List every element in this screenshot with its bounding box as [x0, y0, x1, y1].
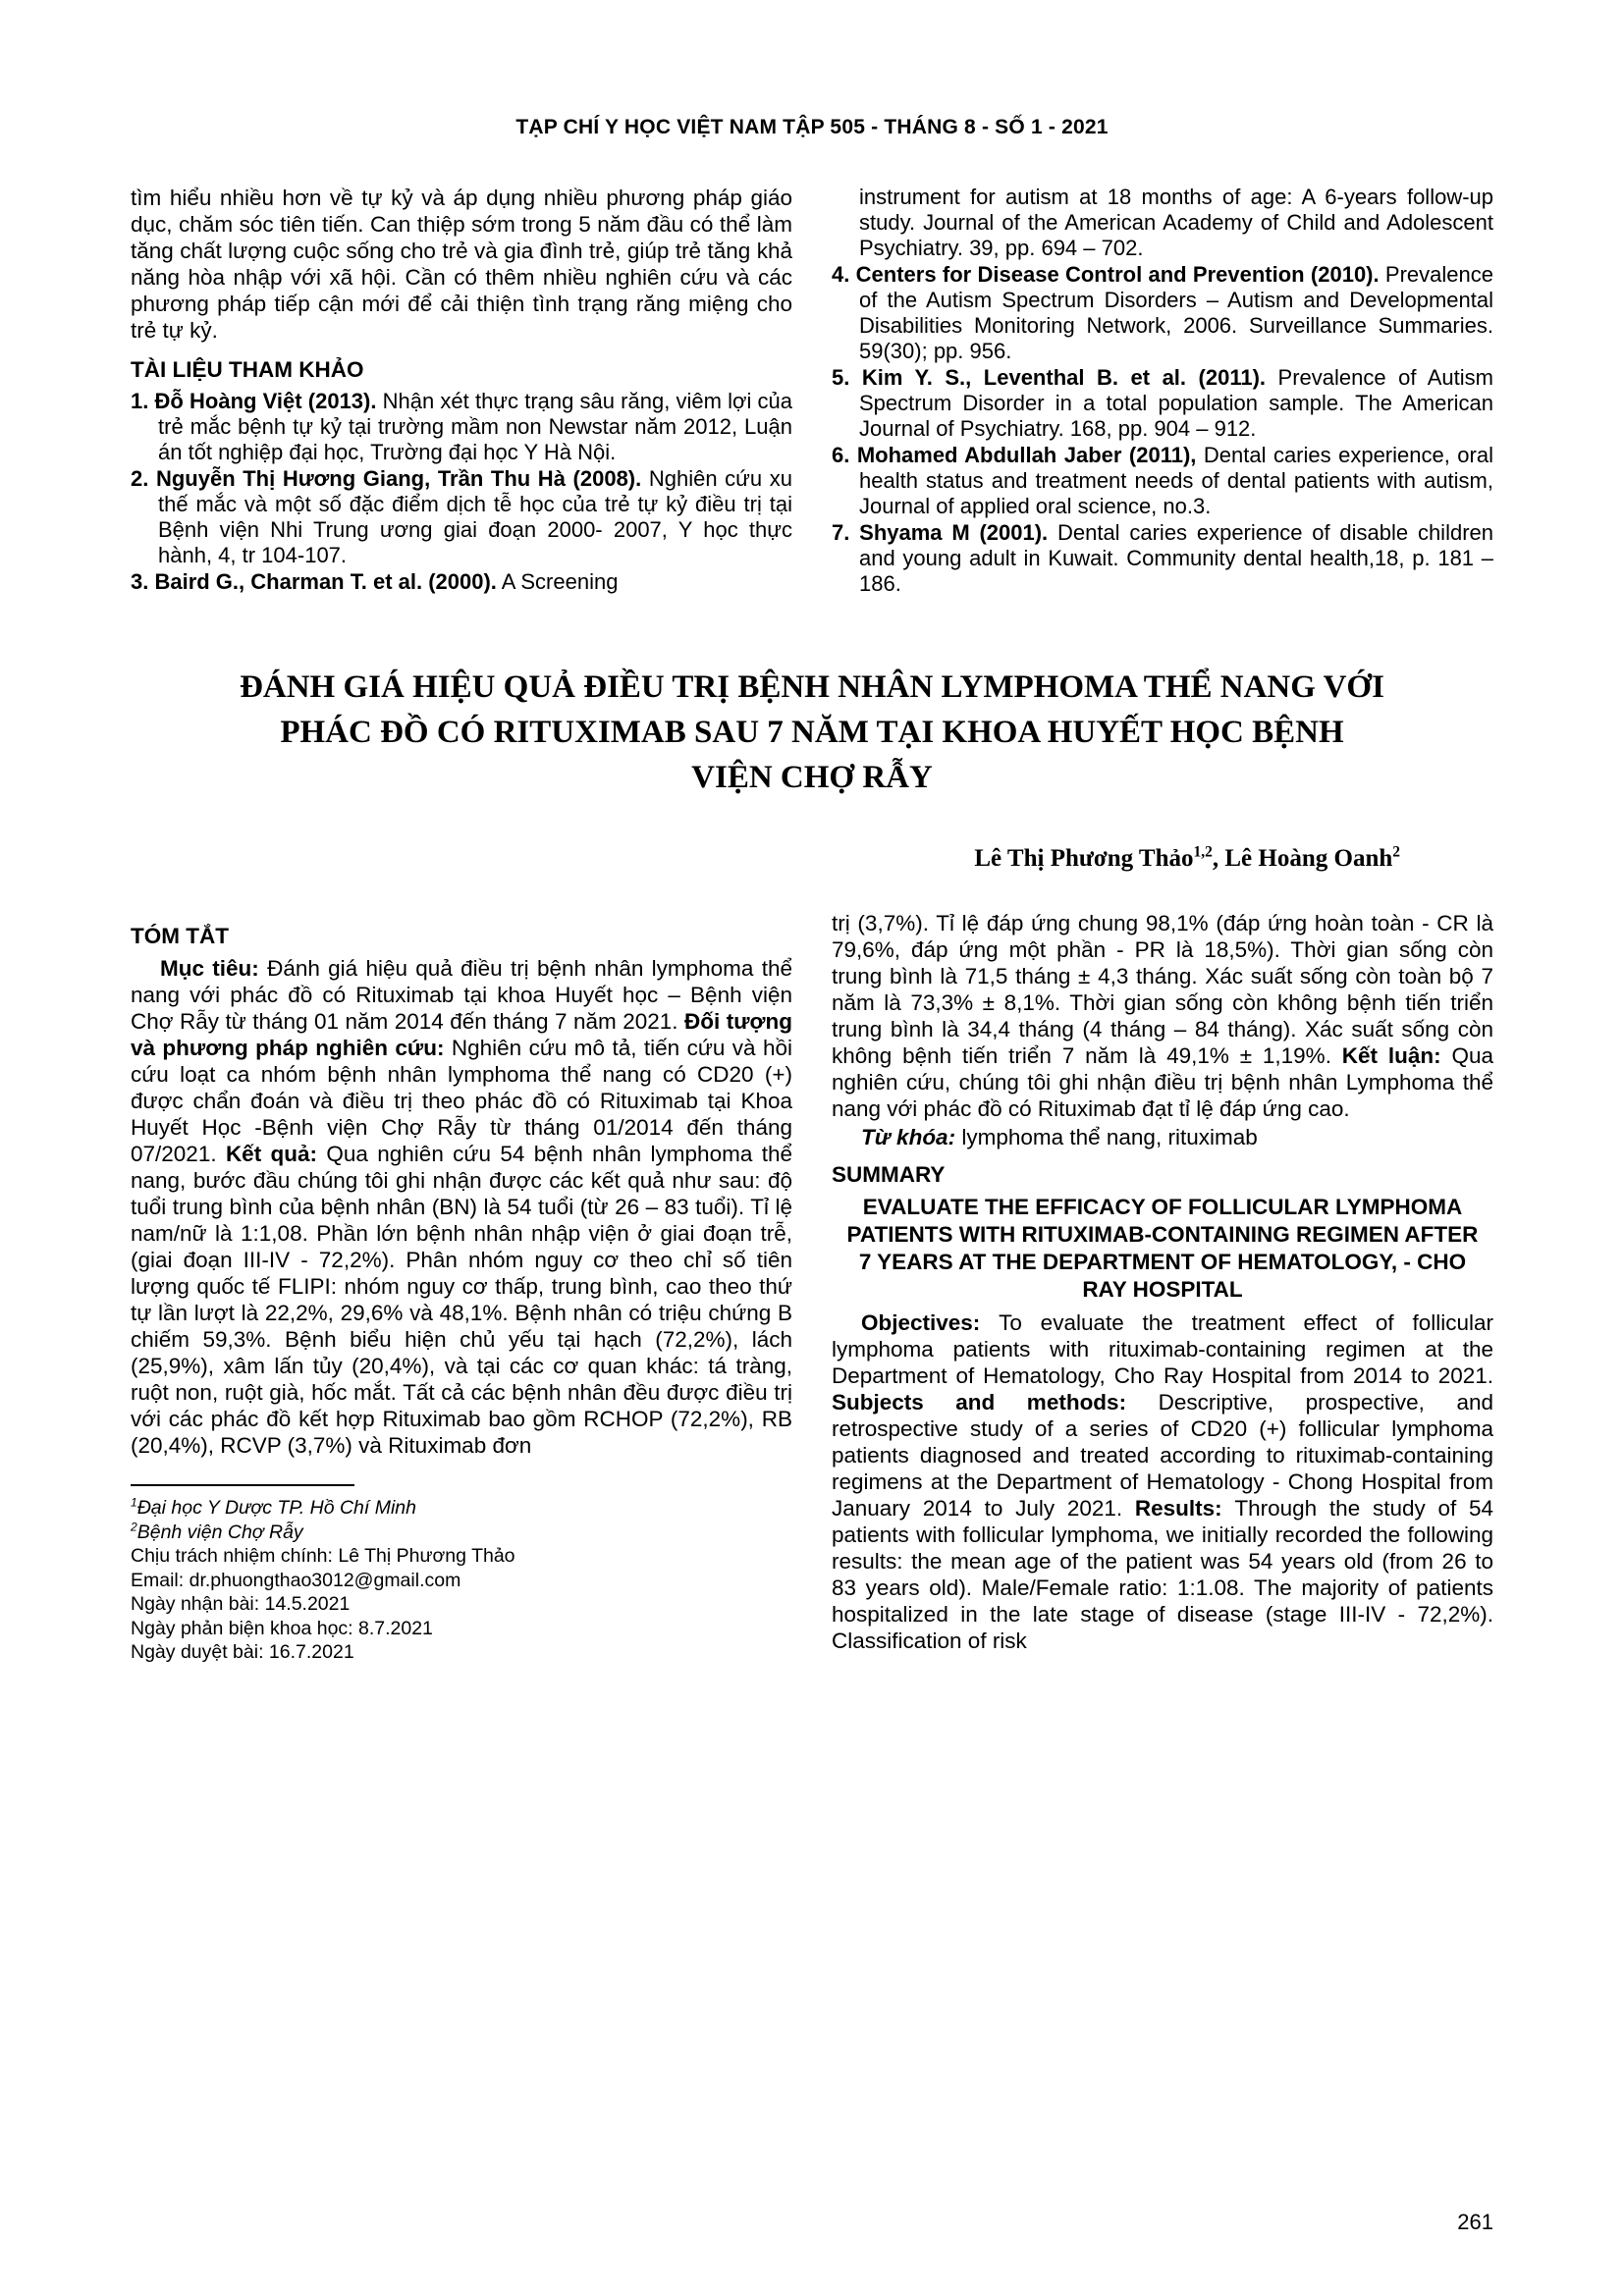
reference-item-3: 3. Baird G., Charman T. et al. (2000). A Screening	[131, 569, 619, 594]
reference-item-5: 5. Kim Y. S., Leventhal B. et al. (2011). Prevalence of Autism Spectrum Disorder in a total population sample. The American Journal of Psychiatry. 168, pp. 904 – 912.	[832, 365, 1493, 441]
reference-item-6: 6. Mohamed Abdullah Jaber (2011), Dental caries experience, oral health status and treatment needs of dental patients with autism, Journal of applied oral science, no.3.	[832, 443, 1493, 518]
journal-header-title: TẠP CHÍ Y HỌC VIỆT NAM TẬP 505 - THÁNG 8 - SỐ 1 - 2021	[515, 116, 1109, 138]
references-right-column	[832, 185, 1493, 598]
journal-header	[131, 116, 1493, 139]
footnote-affiliation-1: $^1$Đại học Y Dược TP. Hồ Chí Minh	[131, 1495, 416, 1519]
article-authors: Lê Thị Phương Thảo$^{1,2}$, Lê Hoàng Oanh$^2$	[974, 843, 1400, 872]
abstract-right-column	[832, 910, 1493, 1679]
references-left-column	[131, 185, 792, 598]
summary-heading: SUMMARY	[832, 1162, 946, 1187]
abstract-heading: TÓM TẮT	[131, 924, 229, 948]
summary-text: Objectives: To evaluate the treatment effect of follicular lymphoma patients with rituximab-containing regimen at the Department of Hematology, Cho Ray Hospital from 2014 to 2021. Subjects and methods: Descriptive, prospective, and retrospective study of a series of CD20 (+) follicular lymphoma patients diagnosed and treated according to rituximab-containing regimens at the Department of Hematology - Chong Hospital from January 2014 to July 2021. Results: Through the study of 54 patients with follicular lymphoma, we initially recorded the following results: the mean age of the patient was 54 years old (from 26 to 83 years old). Male/Female ratio: 1:1.08. The majority of patients hospitalized in the late stage of disease (stage III-IV - 72,2%). Classification of risk	[832, 1310, 1493, 1653]
page-number: 261	[1457, 2210, 1493, 2234]
abstract-section	[131, 910, 1493, 1679]
reference-item-2: 2. Nguyễn Thị Hương Giang, Trần Thu Hà (2008). Nghiên cứu xu thế mắc và một số đặc điểm dịch tễ học của trẻ tự kỷ điều trị tại Bệnh viện Nhi Trung ương giai đoạn 2000- 2007, Y học thực hành, 4, tr 104-107.	[131, 466, 792, 567]
abstract-text-left: Mục tiêu: Đánh giá hiệu quả điều trị bệnh nhân lymphoma thể nang với phác đồ có Rituximab tại khoa Huyết học – Bệnh viện Chợ Rẫy từ tháng 01 năm 2014 đến tháng 7 năm 2021. Đối tượng và phương pháp nghiên cứu: Nghiên cứu mô tả, tiến cứu và hồi cứu loạt ca nhóm bệnh nhân lymphoma thể nang có CD20 (+) được chẩn đoán và điều trị theo phác đồ có Rituximab tại Khoa Huyết Học -Bệnh viện Chợ Rẫy từ tháng 01/2014 đến tháng 07/2021. Kết quả: Qua nghiên cứu 54 bệnh nhân lymphoma thể nang, bước đầu chúng tôi ghi nhận được các kết quả như sau: độ tuổi trung bình của bệnh nhân (BN) là 54 tuổi (từ 26 – 83 tuổi). Tỉ lệ nam/nữ là 1:1,08. Phần lớn bệnh nhân nhập viện ở giai đoạn trễ, (giai đoạn III-IV - 72,2%). Phân nhóm nguy cơ theo chỉ số tiên lượng quốc tế FLIPI: nhóm nguy cơ thấp, trung bình, cao theo thứ tự lần lượt là 22,2%, 29,6% và 48,1%. Bệnh nhân có triệu chứng B chiếm 59,3%. Bệnh biểu hiện chủ yếu tại hạch (72,2%), lách (25,9%), xâm lấn tủy (20,4%), và tại các cơ quan khác: tá tràng, ruột non, ruột già, hốc mắt. Tất cả các bệnh nhân đều được điều trị với các phác đồ kết hợp Rituximab bao gồm RCHOP (72,2%), RB (20,4%), RCVP (3,7%) và Rituximab đơn	[131, 956, 792, 1458]
references-section	[131, 185, 1493, 598]
summary-title: EVALUATE THE EFFICACY OF FOLLICULAR LYMPHOMA PATIENTS WITH RITUXIMAB-CONTAINING REGIMEN AFTER 7 YEARS AT THE DEPARTMENT OF HEMATOLOGY, - CHO RAY HOSPITAL	[846, 1195, 1479, 1302]
reference-item-1: 1. Đỗ Hoàng Việt (2013). Nhận xét thực trạng sâu răng, viêm lợi của trẻ mắc bệnh tự kỷ tại trường mầm non Newstar năm 2012, Luận án tốt nghiệp đại học, Trường đại học Y Hà Nội.	[131, 389, 792, 464]
abstract-text-right: trị (3,7%). Tỉ lệ đáp ứng chung 98,1% (đáp ứng hoàn toàn - CR là 79,6%, đáp ứng một phần - PR là 18,5%). Thời gian sống còn trung bình là 71,5 tháng ± 4,3 tháng. Xác suất sống còn toàn bộ 7 năm là 73,3% ± 8,1%. Thời gian sống còn không bệnh tiến triển trung bình là 34,4 tháng (4 tháng – 84 tháng). Xác suất sống còn không bệnh tiến triển 7 năm là 49,1% ± 1,19%. Kết luận: Qua nghiên cứu, chúng tôi ghi nhận điều trị bệnh nhân Lymphoma thể nang với phác đồ có Rituximab đạt tỉ lệ đáp ứng cao.	[832, 911, 1493, 1121]
prev-article-closing-paragraph: tìm hiểu nhiều hơn về tự kỷ và áp dụng nhiều phương pháp giáo dục, chăm sóc tiên tiến. Can thiệp sớm trong 5 năm đầu có thể làm tăng chất lượng cuộc sống cho trẻ và gia đình trẻ, giúp trẻ tăng khả năng hòa nhập với xã hội. Cần có thêm nhiều nghiên cứu và các phương pháp tiếp cận mới để cải thiện tình trạng răng miệng cho trẻ tự kỷ.	[131, 186, 792, 343]
reference-item-4: 4. Centers for Disease Control and Prevention (2010). Prevalence of the Autism Spectrum Disorders – Autism and Developmental Disabilities Monitoring Network, 2006. Surveillance Summaries. 59(30); pp. 956.	[832, 262, 1493, 363]
footnote-corresponding-author: Chịu trách nhiệm chính: Lê Thị Phương Thảo	[131, 1545, 515, 1567]
reference-item-7: 7. Shyama M (2001). Dental caries experience of disable children and young adult in Kuwait. Community dental health,18, p. 181 – 186.	[832, 520, 1493, 596]
reference-item-3-continuation: instrument for autism at 18 months of age: A 6-years follow-up study. Journal of the American Academy of Child and Adolescent Psychiatry. 39, pp. 694 – 702.	[859, 185, 1493, 260]
footnote-divider	[131, 1484, 354, 1486]
references-heading: TÀI LIỆU THAM KHẢO	[131, 357, 364, 382]
footnote-received-date: Ngày nhận bài: 14.5.2021	[131, 1593, 351, 1615]
footnote-review-date: Ngày phản biện khoa học: 8.7.2021	[131, 1617, 433, 1639]
keywords-line: Từ khóa: lymphoma thể nang, rituximab	[861, 1125, 1258, 1149]
footnote-email: Email: dr.phuongthao3012@gmail.com	[131, 1569, 461, 1591]
article-title: ĐÁNH GIÁ HIỆU QUẢ ĐIỀU TRỊ BỆNH NHÂN LYMPHOMA THỂ NANG VỚI PHÁC ĐỒ CÓ RITUXIMAB SAU 7 NĂM TẠI KHOA HUYẾT HỌC BỆNH VIỆN CHỢ RẪY	[240, 669, 1384, 795]
abstract-left-column	[131, 910, 792, 1679]
article-head	[131, 665, 1493, 873]
footnote-block	[131, 1459, 792, 1679]
footnote-accepted-date: Ngày duyệt bài: 16.7.2021	[131, 1641, 354, 1663]
footnote-affiliation-2: $^2$Bệnh viện Chợ Rẫy	[131, 1520, 303, 1543]
